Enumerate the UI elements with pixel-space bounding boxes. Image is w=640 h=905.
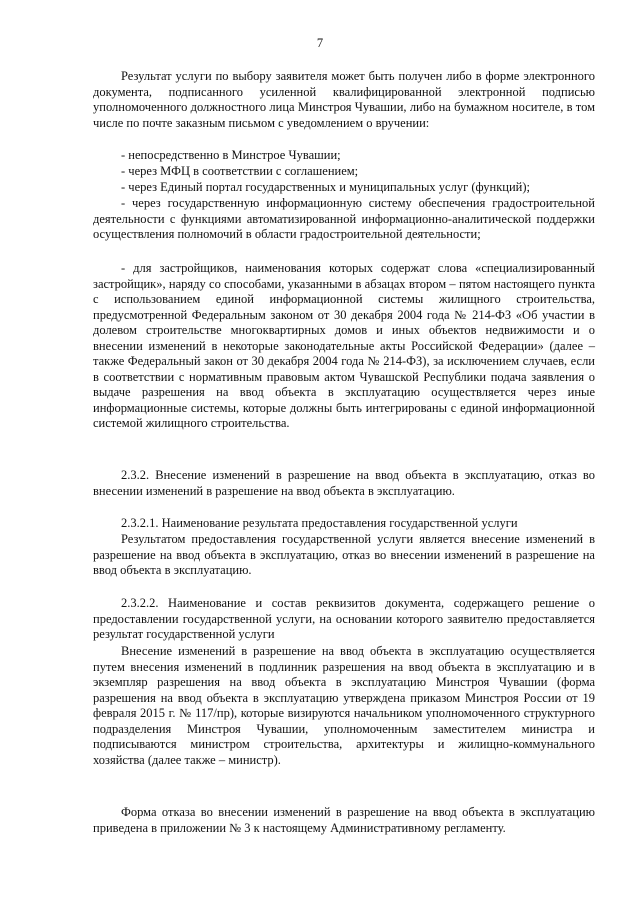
result-form-item-ministry: - непосредственно в Минстрое Чувашии; [121, 148, 341, 162]
result-forms-intro: Результат услуги по выбору заявителя может быть получен либо в форме электронного документа, подписанного усиленной квалифицированной электронной подписью уполномоченного должностного лица Минстроя Чувашии, либо на бумажном носителе, в том числе по почте заказным письмом с уведомлением о вручении: [93, 69, 595, 130]
section-2-3-2-2-heading: 2.3.2.2. Наименование и состав реквизитов документа, содержащего решение о предоставлении государственной услуги, на основании которого заявителю предоставляется результат государственной услуги [93, 596, 595, 641]
section-2-3-2-2-text-1: Внесение изменений в разрешение на ввод объекта в эксплуатацию осуществляется путем внесения изменений в подлинник разрешения на ввод объекта в эксплуатацию и в экземпляр разрешения на ввод объекта в эксплуатацию Минстроя Чувашии (форма разрешения на ввод объекта в эксплуатацию утверждена приказом Минстроя России от 19 февраля 2015 г. № 117/пр), которые визируются начальником уполномоченного структурного подразделения Минстроя Чувашии, уполномоченным заместителем министра и подписываются министром строительства, архитектуры и жилищно-коммунального хозяйства (далее также – министр). [93, 644, 595, 767]
result-form-item-portal: - через Единый портал государственных и муниципальных услуг (функций); [121, 180, 530, 194]
section-2-3-2-1-heading: 2.3.2.1. Наименование результата предоставления государственной услуги [121, 516, 518, 530]
result-form-item-mfc: - через МФЦ в соответствии с соглашением; [121, 164, 359, 178]
result-form-item-isogd: - через государственную информационную систему обеспечения градостроительной деятельности с функциями автоматизированной информационно-аналитической поддержки осуществления полномочий в области градостроительной деятельности; [93, 196, 595, 241]
section-2-3-2-2-text-2: Форма отказа во внесении изменений в разрешение на ввод объекта в эксплуатацию приведена в приложении № 3 к настоящему Административному регламенту. [93, 805, 595, 835]
section-2-3-2-heading: 2.3.2. Внесение изменений в разрешение на ввод объекта в эксплуатацию, отказ во внесении изменений в разрешение на ввод объекта в эксплуатацию. [93, 468, 595, 498]
section-2-3-2-1-text: Результатом предоставления государственной услуги является внесение изменений в разрешение на ввод объекта в эксплуатацию, отказ во внесении изменений в разрешение на ввод объекта в эксплуатацию. [93, 532, 595, 577]
result-form-item-developers: - для застройщиков, наименования которых содержат слова «специализированный застройщик», наряду со способами, указанными в абзацах втором – пятом настоящего пункта с использованием единой информационной системы жилищного строительства, предусмотренной Федеральным законом от 30 декабря 2004 года № 214-ФЗ «Об участии в долевом строительстве многоквартирных домов и иных объектов недвижимости и о внесении изменений в некоторые законодательные акты Российской Федерации» (далее – также Федеральный закон от 30 декабря 2004 года № 214-ФЗ), за исключением случаев, если в соответствии с нормативным правовым актом Чувашской Республики подача заявления о выдаче разрешения на ввод объекта в эксплуатацию осуществляется через иные информационные системы, которые должны быть интегрированы с единой информационной системой жилищного строительства. [93, 261, 595, 430]
page-number: 7 [316, 36, 324, 50]
